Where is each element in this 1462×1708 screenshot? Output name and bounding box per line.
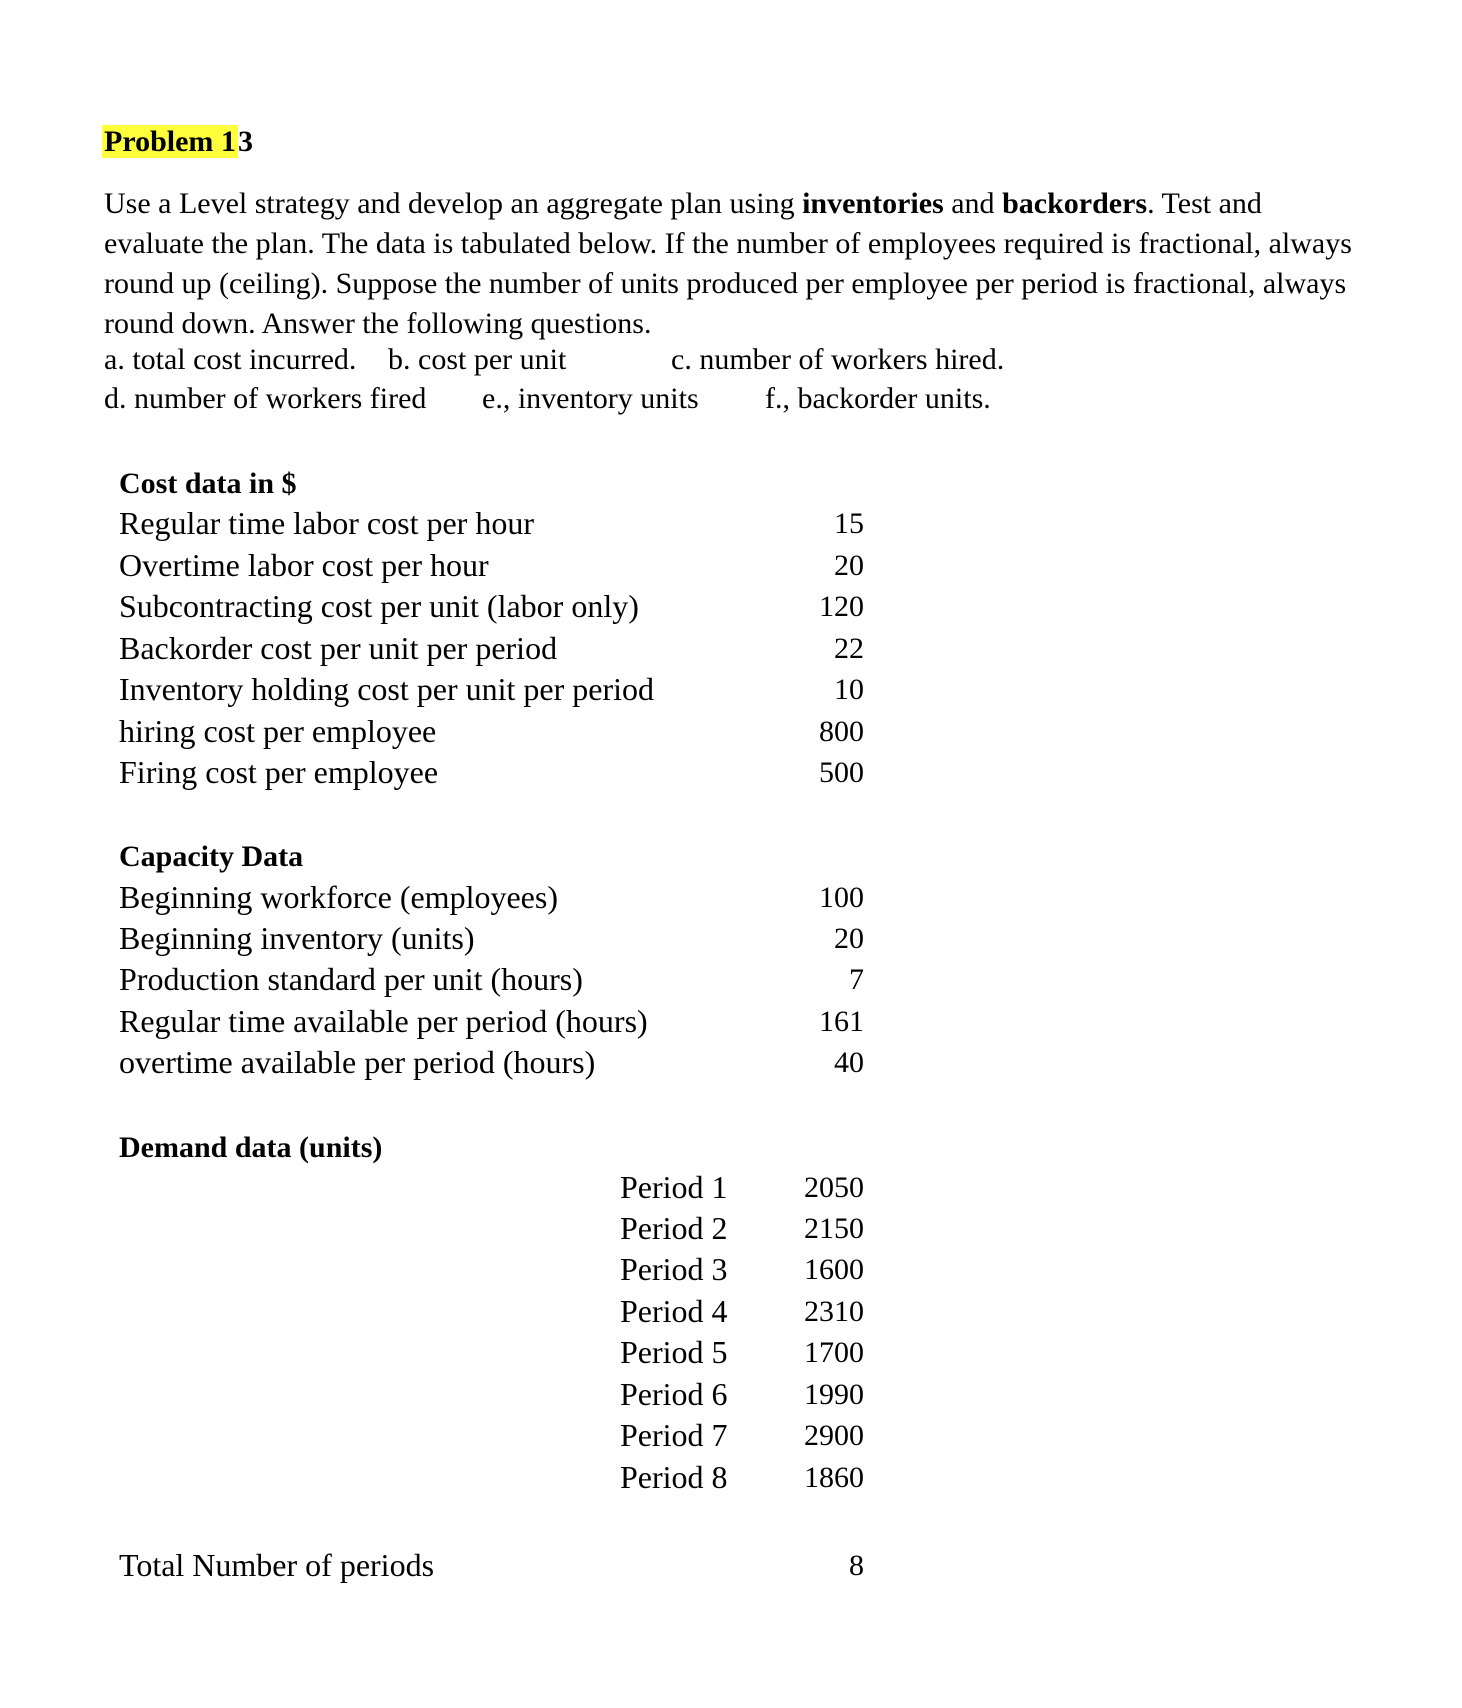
problem-title: [104, 122, 253, 162]
demand-data-title: Demand data (units): [119, 1131, 383, 1164]
table-row: Production standard per unit (hours) 7: [119, 961, 864, 997]
table-row: Period 6 1990: [620, 1376, 864, 1412]
bold-backorders: backorders: [1002, 187, 1148, 220]
intro-text-3: . Test and evaluate the plan. The data is tabulated below. If the number of employees required is fractional, always round up (ceiling). Suppose the number of units produced per employee per period is fractional, always round down. Answer the following questions.: [104, 187, 1352, 340]
table-row: Overtime labor cost per hour 20: [119, 547, 864, 583]
table-row: Backorder cost per unit per period 22: [119, 630, 864, 666]
question-e: e., inventory units: [482, 382, 699, 415]
question-c: c. number of workers hired.: [671, 343, 1005, 376]
capacity-data-title: Capacity Data: [119, 840, 304, 873]
table-row: Period 1 2050: [620, 1169, 864, 1205]
table-row: Regular time labor cost per hour 15: [119, 505, 864, 541]
table-row: Period 7 2900: [620, 1417, 864, 1453]
question-d: d. number of workers fired: [104, 382, 427, 415]
table-row: Period 3 1600: [620, 1251, 864, 1287]
table-row: Period 5 1700: [620, 1334, 864, 1370]
intro-text-1: Use a Level strategy and develop an aggregate plan using: [104, 187, 803, 220]
total-periods-row: Total Number of periods 8: [119, 1547, 864, 1583]
table-row: hiring cost per employee 800: [119, 713, 864, 749]
question-b: b. cost per unit: [388, 343, 567, 376]
table-row: overtime available per period (hours) 40: [119, 1044, 864, 1080]
table-row: Period 2 2150: [620, 1210, 864, 1246]
bold-inventories: inventories: [802, 187, 944, 220]
table-row: Subcontracting cost per unit (labor only) 120: [119, 588, 864, 624]
problem-statement: [104, 184, 1354, 344]
table-row: Regular time available per period (hours) 161: [119, 1003, 864, 1039]
table-row: Beginning inventory (units) 20: [119, 920, 864, 956]
table-row: Beginning workforce (employees) 100: [119, 879, 864, 915]
question-a: a. total cost incurred.: [104, 343, 357, 376]
title-highlight: Problem 1: [104, 125, 236, 158]
table-row: Inventory holding cost per unit per period 10: [119, 671, 864, 707]
table-row: Firing cost per employee 500: [119, 754, 864, 790]
table-row: Period 8 1860: [620, 1459, 864, 1495]
cost-data-title: Cost data in $: [119, 467, 297, 500]
table-row: Period 4 2310: [620, 1293, 864, 1329]
intro-text-2: and: [943, 187, 1003, 220]
title-rest: 3: [237, 125, 253, 158]
question-f: f., backorder units.: [765, 382, 991, 415]
